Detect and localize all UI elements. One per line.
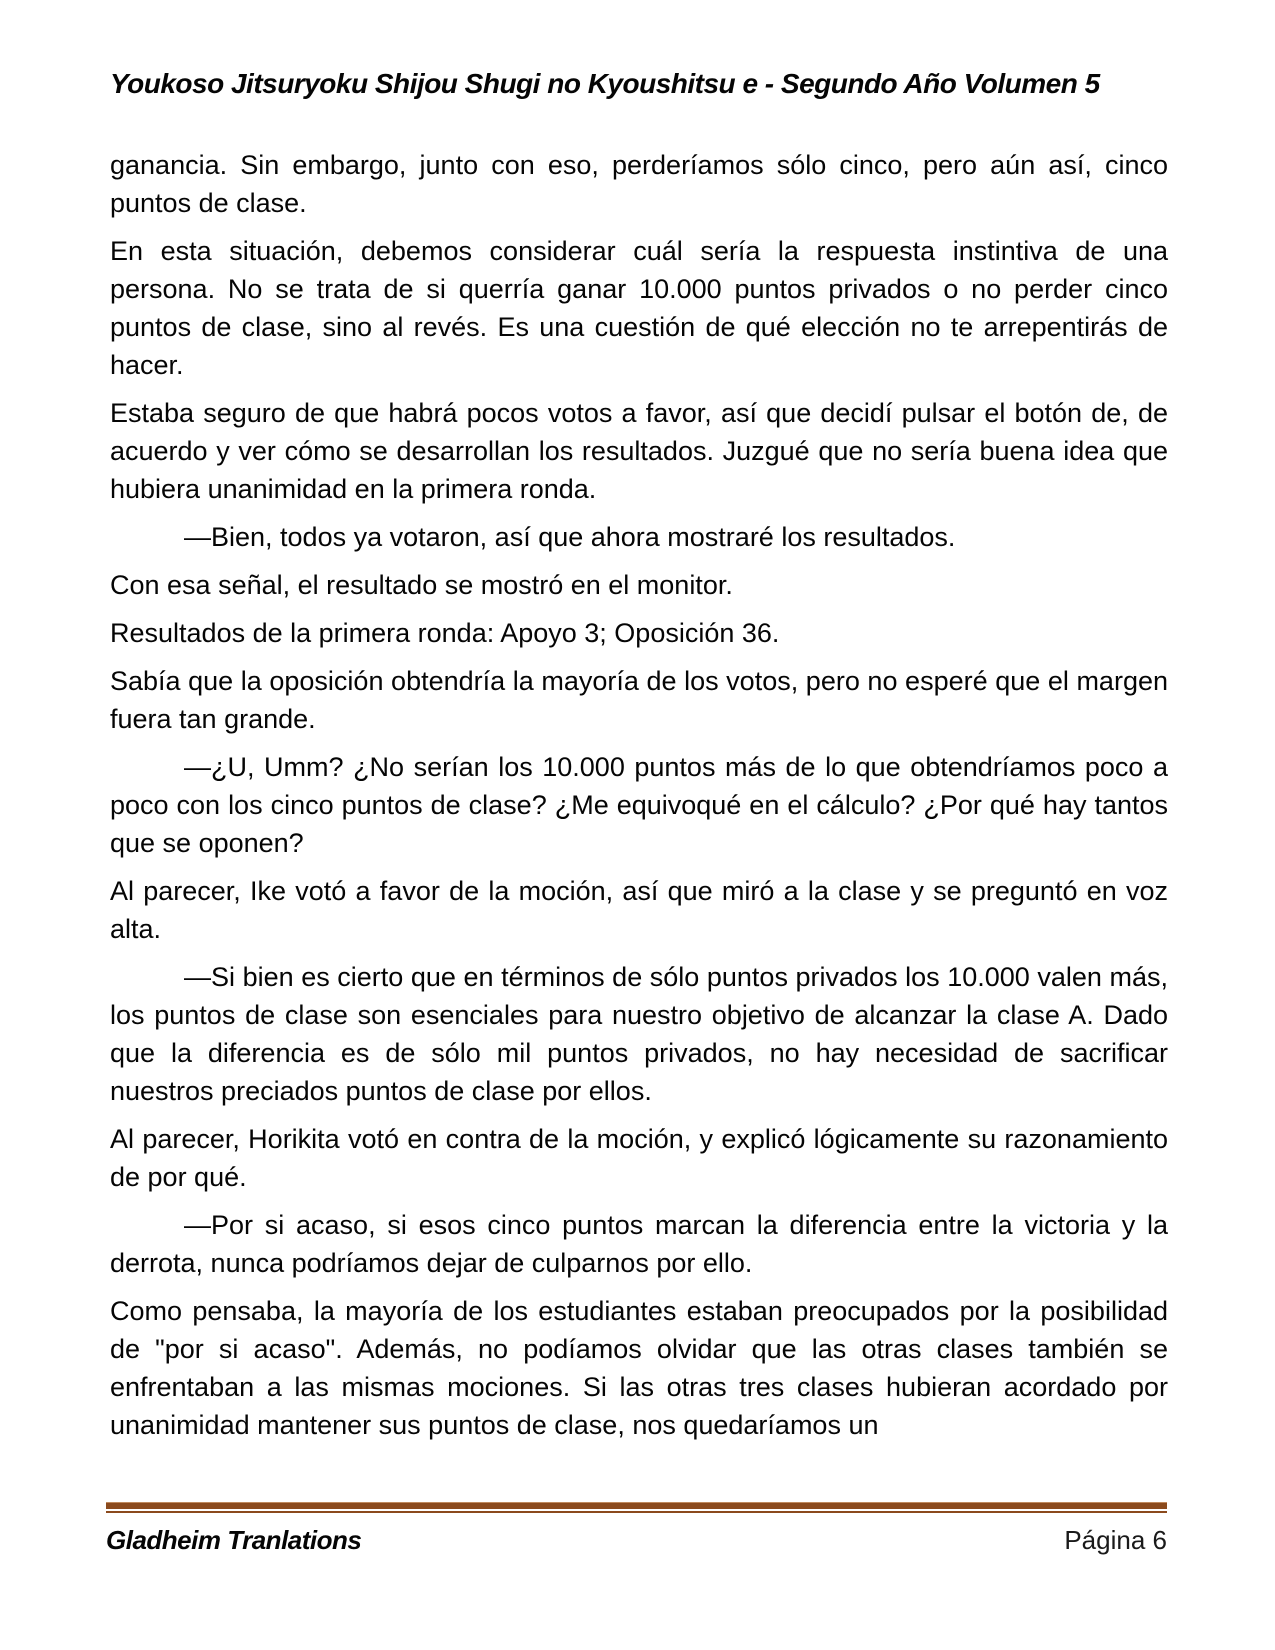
dialogue-paragraph: —¿U, Umm? ¿No serían los 10.000 puntos más de lo que obtendríamos poco a poco con los cinco puntos de clase? ¿Me equivoqué en el cálculo? ¿Por qué hay tantos que se oponen? [110,752,1168,858]
dialogue-paragraph: —Por si acaso, si esos cinco puntos marcan la diferencia entre la victoria y la derrota, nunca podríamos dejar de culparnos por ello. [110,1210,1168,1278]
dialogue-paragraph: —Si bien es cierto que en términos de sólo puntos privados los 10.000 valen más, los puntos de clase son esenciales para nuestro objetivo de alcanzar la clase A. Dado que la diferencia es de sólo mil puntos privados, no hay necesidad de sacrificar nuestros preciados puntos de clase por ellos. [110,962,1168,1106]
paragraph: Sabía que la oposición obtendría la mayoría de los votos, pero no esperé que el margen fuera tan grande. [110,666,1168,734]
page-header-title: Youkoso Jitsuryoku Shijou Shugi no Kyoushitsu e - Segundo Año Volumen 5 [110,68,1100,99]
paragraph: En esta situación, debemos considerar cuál sería la respuesta instintiva de una persona. No se trata de si querría ganar 10.000 puntos privados o no perder cinco puntos de clase, sino al revés. Es una cuestión de qué elección no te arrepentirás de hacer. [110,236,1168,380]
footer-rule-thin [106,1511,1167,1513]
paragraph: Resultados de la primera ronda: Apoyo 3; Oposición 36. [110,618,780,648]
paragraph: Al parecer, Ike votó a favor de la moción, así que miró a la clase y se preguntó en voz alta. [110,876,1168,944]
page-header [110,68,1170,100]
paragraph: Estaba seguro de que habrá pocos votos a favor, así que decidí pulsar el botón de, de acuerdo y ver cómo se desarrollan los resultados. Juzgué que no sería buena idea que hubiera unanimidad en la primera ronda. [110,398,1168,504]
paragraph: ganancia. Sin embargo, junto con eso, perderíamos sólo cinco, pero aún así, cinco puntos de clase. [110,150,1168,218]
footer-rule [106,1502,1167,1513]
paragraph: Con esa señal, el resultado se mostró en el monitor. [110,570,733,600]
dialogue-paragraph: —Bien, todos ya votaron, así que ahora mostraré los resultados. [184,522,956,552]
paragraph: Como pensaba, la mayoría de los estudiantes estaban preocupados por la posibilidad de "por si acaso". Además, no podíamos olvidar que las otras clases también se enfrentaban a las mismas mociones. Si las otras tres clases hubieran acordado por unanimidad mantener sus puntos de clase, nos quedaríamos un [110,1296,1168,1440]
paragraph: Al parecer, Horikita votó en contra de la moción, y explicó lógicamente su razonamiento de por qué. [110,1124,1168,1192]
footer-rule-thick [106,1502,1167,1509]
page-number: Página 6 [1064,1525,1167,1555]
document-body [110,146,1168,1454]
translator-credit: Gladheim Tranlations [106,1525,362,1555]
page-footer [106,1502,1167,1556]
footer-row [106,1525,1167,1556]
